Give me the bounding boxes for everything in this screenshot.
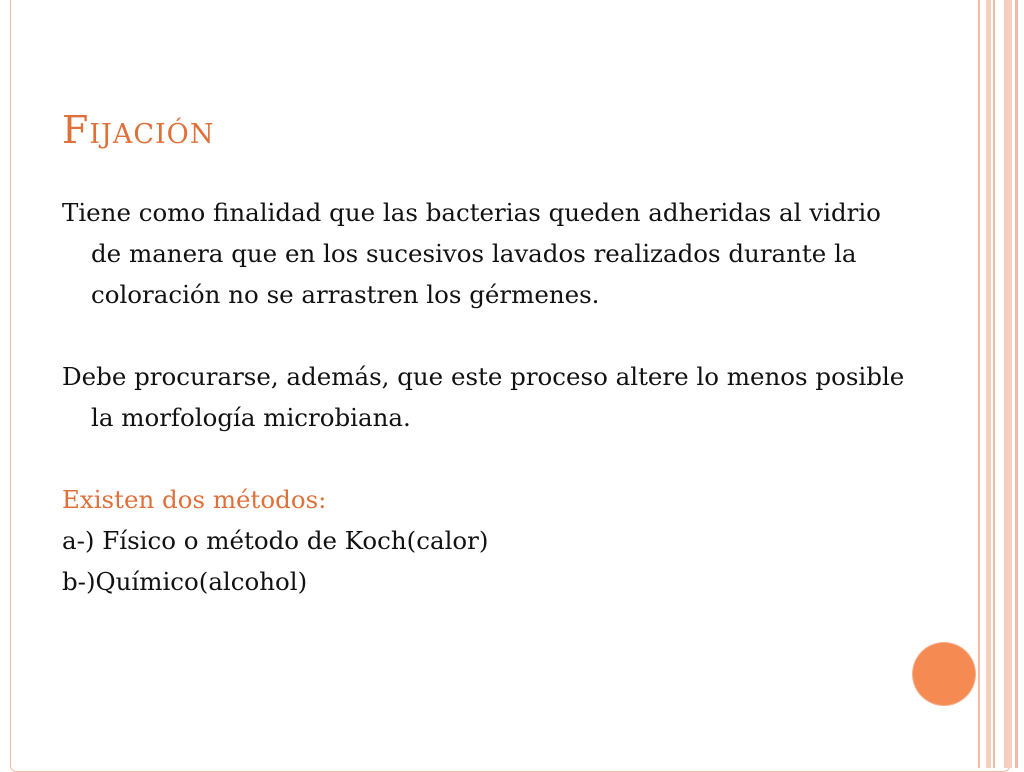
method-a: a-) Físico o método de Koch(calor) xyxy=(62,526,489,555)
slide-body xyxy=(62,192,912,602)
paragraph-spacer xyxy=(62,438,912,479)
paragraph-morphology: Debe procurarse, además, que este proceso altere lo menos posible la morfología microbiana. xyxy=(62,362,905,432)
decorative-stripe xyxy=(1015,0,1018,768)
method-b: b-)Químico(alcohol) xyxy=(62,567,308,596)
orange-circle-icon xyxy=(913,643,975,705)
decorative-stripe xyxy=(986,0,991,768)
methods-heading: Existen dos métodos: xyxy=(62,485,327,514)
paragraph-spacer xyxy=(62,315,912,356)
decorative-stripe xyxy=(1004,0,1012,768)
paragraph-purpose: Tiene como finalidad que las bacterias queden adheridas al vidrio de manera que en los sucesivos lavados realizados durante la coloración no se arrastren los gérmenes. xyxy=(62,198,881,309)
decorative-stripe xyxy=(978,0,980,768)
slide-title: Fijación xyxy=(62,108,215,152)
decorative-stripe xyxy=(993,0,995,768)
